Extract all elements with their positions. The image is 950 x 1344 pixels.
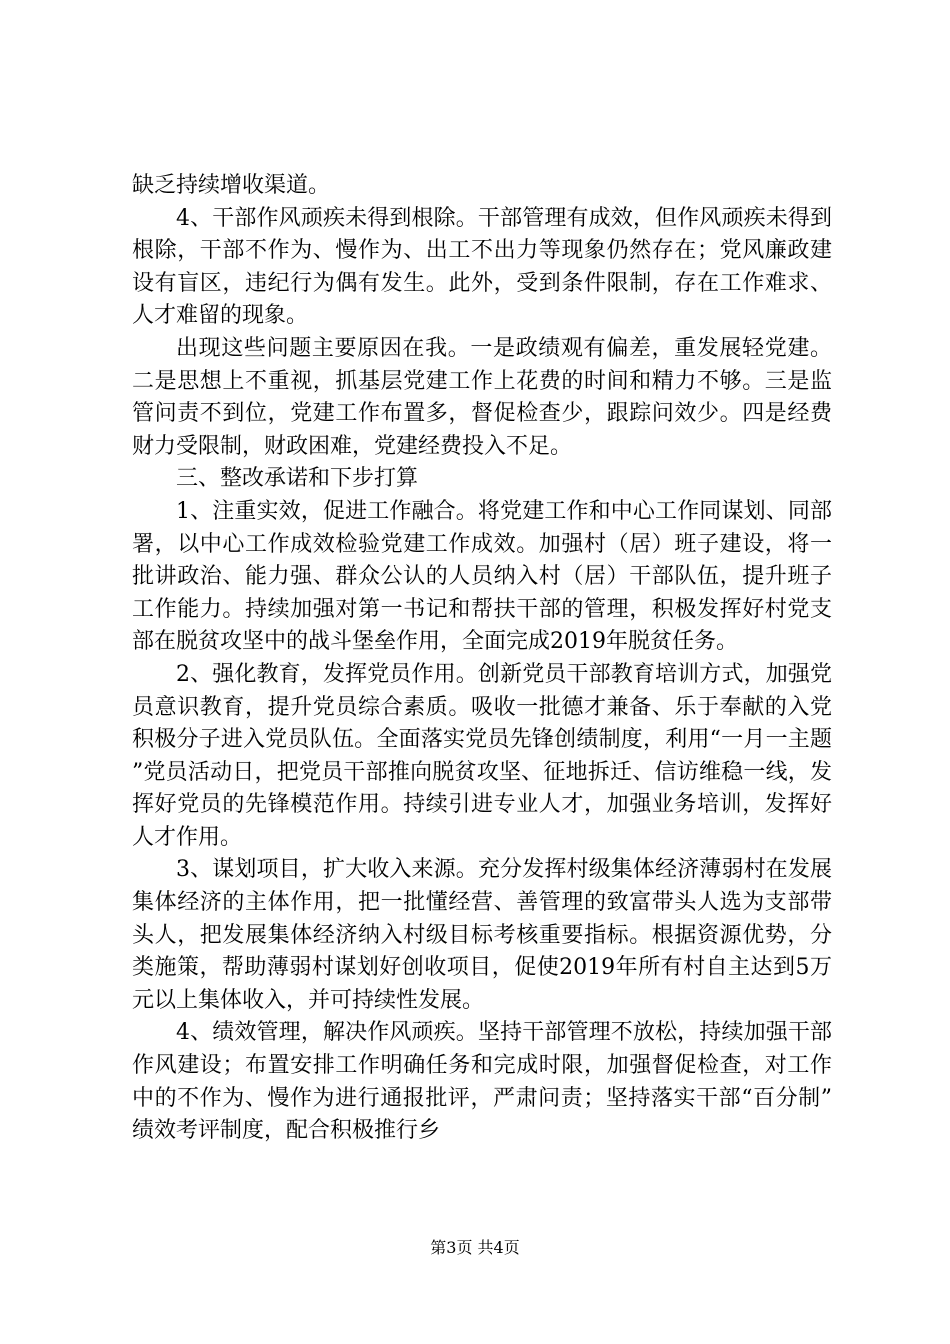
paragraph-commitment-4: 4、绩效管理，解决作风顽疾。坚持干部管理不放松，持续加强干部作风建设；布置安排工作明确任务和完成时限，加强督促检查，对工作中的不作为、慢作为进行通报批评，严肃问责；坚持落实干部“百分制”绩效考评制度，配合积极推行乡: [132, 1020, 832, 1144]
document-body: [132, 170, 832, 1148]
paragraph-commitment-1: 1、注重实效，促进工作融合。将党建工作和中心工作同谋划、同部署，以中心工作成效检验党建工作成效。加强村（居）班子建设，将一批讲政治、能力强、群众公认的人员纳入村（居）干部队伍，提升班子工作能力。持续加强对第一书记和帮扶干部的管理，积极发挥好村党支部在脱贫攻坚中的战斗堡垒作用，全面完成2019年脱贫任务。: [132, 498, 832, 655]
page-footer: [0, 1238, 950, 1258]
paragraph-continuation: 缺乏持续增收渠道。: [132, 173, 331, 198]
section-heading-3: 三、整改承诺和下步打算: [176, 466, 419, 492]
paragraph-causes: 出现这些问题主要原因在我。一是政绩观有偏差，重发展轻党建。二是思想上不重视，抓基层党建工作上花费的时间和精力不够。三是监管问责不到位，党建工作布置多，督促检查少，跟踪问效少。四是经费财力受限制，财政困难，党建经费投入不足。: [132, 335, 832, 459]
paragraph-problem-4: 4、干部作风顽疾未得到根除。干部管理有成效，但作风顽疾未得到根除，干部不作为、慢作为、出工不出力等现象仍然存在；党风廉政建设有盲区，违纪行为偶有发生。此外，受到条件限制，存在工作难求、人才难留的现象。: [132, 205, 832, 329]
paragraph-commitment-2: 2、强化教育，发挥党员作用。创新党员干部教育培训方式，加强党员意识教育，提升党员综合素质。吸收一批德才兼备、乐于奉献的入党积极分子进入党员队伍。全面落实党员先锋创绩制度，利用“一月一主题”党员活动日，把党员干部推向脱贫攻坚、征地拆迁、信访维稳一线，发挥好党员的先锋模范作用。持续引进专业人才，加强业务培训，发挥好人才作用。: [132, 661, 832, 850]
page-number-label: 第3页 共4页: [430, 1238, 520, 1257]
paragraph-commitment-3: 3、谋划项目，扩大收入来源。充分发挥村级集体经济薄弱村在发展集体经济的主体作用，把一批懂经营、善管理的致富带头人选为支部带头人，把发展集体经济纳入村级目标考核重要指标。根据资源优势，分类施策，帮助薄弱村谋划好创收项目，促使2019年所有村自主达到5万元以上集体收入，并可持续性发展。: [132, 857, 832, 1013]
